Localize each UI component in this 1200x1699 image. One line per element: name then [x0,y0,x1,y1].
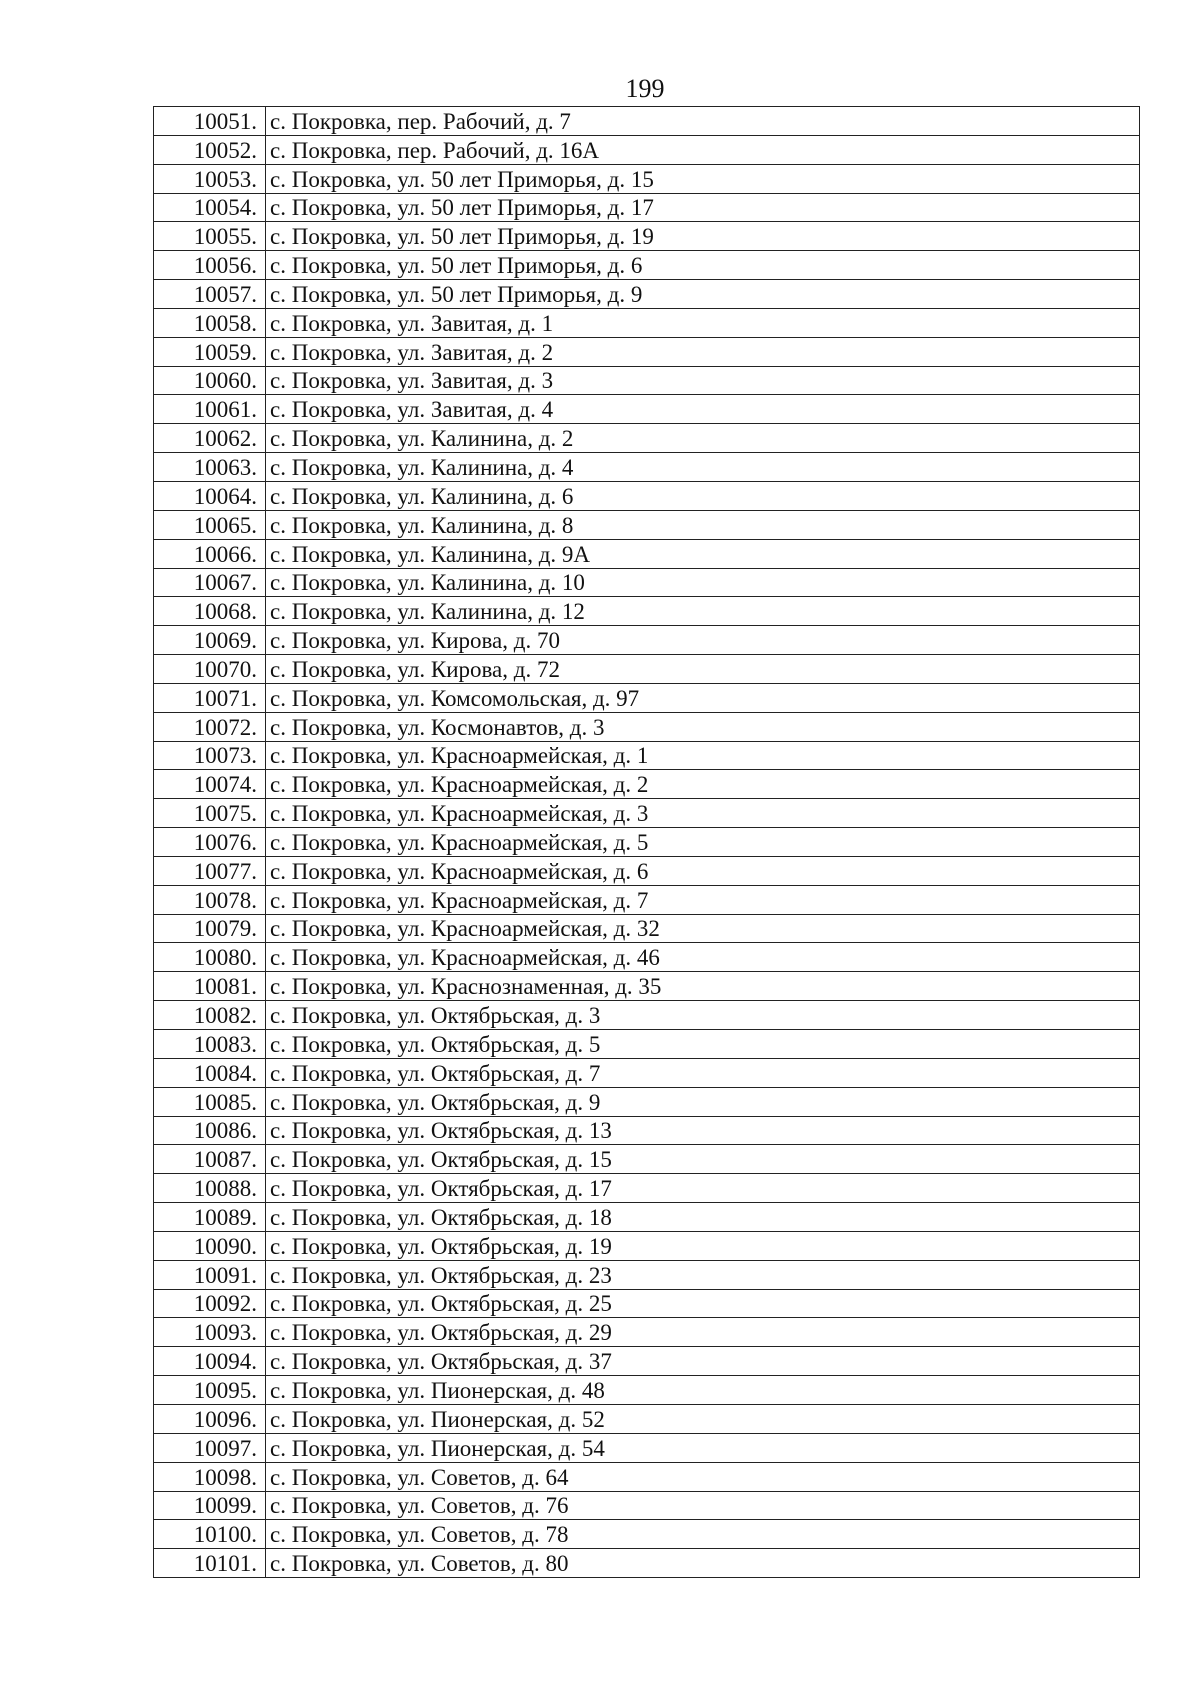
row-address: с. Покровка, ул. Октябрьская, д. 19 [266,1231,1140,1260]
table-row [154,1462,1140,1491]
row-number: 10085. [154,1087,266,1116]
row-number: 10093. [154,1318,266,1347]
table-row [154,1087,1140,1116]
row-address: с. Покровка, ул. Октябрьская, д. 25 [266,1289,1140,1318]
table-row [154,943,1140,972]
row-number: 10088. [154,1174,266,1203]
table-row [154,337,1140,366]
row-address: с. Покровка, ул. Калинина, д. 12 [266,597,1140,626]
table-row [154,1289,1140,1318]
table-row [154,741,1140,770]
row-address: с. Покровка, ул. Завитая, д. 1 [266,308,1140,337]
table-row [154,1491,1140,1520]
row-number: 10072. [154,712,266,741]
row-address: с. Покровка, ул. Октябрьская, д. 17 [266,1174,1140,1203]
table-row [154,828,1140,857]
table-row [154,222,1140,251]
row-address: с. Покровка, ул. Калинина, д. 2 [266,424,1140,453]
row-number: 10082. [154,1001,266,1030]
row-number: 10084. [154,1058,266,1087]
row-address: с. Покровка, ул. Калинина, д. 6 [266,481,1140,510]
table-row [154,1433,1140,1462]
row-number: 10081. [154,972,266,1001]
row-address: с. Покровка, ул. Кирова, д. 72 [266,655,1140,684]
table-row [154,655,1140,684]
row-address: с. Покровка, ул. Краснознаменная, д. 35 [266,972,1140,1001]
row-number: 10068. [154,597,266,626]
row-address: с. Покровка, ул. Октябрьская, д. 37 [266,1347,1140,1376]
row-number: 10064. [154,481,266,510]
row-address: с. Покровка, ул. Кирова, д. 70 [266,626,1140,655]
row-number: 10062. [154,424,266,453]
table-row [154,770,1140,799]
table-row [154,799,1140,828]
row-number: 10065. [154,510,266,539]
table-row [154,1520,1140,1549]
row-number: 10097. [154,1433,266,1462]
row-address: с. Покровка, ул. Красноармейская, д. 3 [266,799,1140,828]
row-address: с. Покровка, ул. Красноармейская, д. 32 [266,914,1140,943]
row-number: 10066. [154,539,266,568]
row-number: 10079. [154,914,266,943]
row-number: 10090. [154,1231,266,1260]
table-row [154,1318,1140,1347]
row-number: 10063. [154,453,266,482]
row-address: с. Покровка, ул. 50 лет Приморья, д. 15 [266,164,1140,193]
row-number: 10089. [154,1203,266,1232]
row-number: 10058. [154,308,266,337]
table-row [154,914,1140,943]
row-number: 10077. [154,856,266,885]
table-row [154,597,1140,626]
table-row [154,856,1140,885]
row-address: с. Покровка, ул. Завитая, д. 3 [266,366,1140,395]
row-number: 10087. [154,1145,266,1174]
table-row [154,1058,1140,1087]
row-number: 10067. [154,568,266,597]
row-address: с. Покровка, ул. Октябрьская, д. 13 [266,1116,1140,1145]
address-table-body [154,107,1140,1578]
row-number: 10095. [154,1376,266,1405]
row-number: 10056. [154,251,266,280]
table-row [154,712,1140,741]
row-address: с. Покровка, ул. Пионерская, д. 48 [266,1376,1140,1405]
table-row [154,481,1140,510]
table-row [154,1549,1140,1578]
row-address: с. Покровка, ул. Октябрьская, д. 5 [266,1030,1140,1059]
table-row [154,164,1140,193]
row-address: с. Покровка, ул. Калинина, д. 10 [266,568,1140,597]
row-address: с. Покровка, ул. Советов, д. 76 [266,1491,1140,1520]
row-address: с. Покровка, пер. Рабочий, д. 16А [266,135,1140,164]
row-number: 10070. [154,655,266,684]
row-number: 10061. [154,395,266,424]
row-number: 10092. [154,1289,266,1318]
address-table [153,106,1140,1578]
table-row [154,424,1140,453]
row-number: 10075. [154,799,266,828]
row-address: с. Покровка, ул. Калинина, д. 8 [266,510,1140,539]
table-row [154,1404,1140,1433]
table-row [154,395,1140,424]
table-row [154,683,1140,712]
row-number: 10053. [154,164,266,193]
table-row [154,885,1140,914]
table-row [154,1203,1140,1232]
row-address: с. Покровка, ул. Октябрьская, д. 9 [266,1087,1140,1116]
page-number: 199 [625,74,665,103]
row-number: 10078. [154,885,266,914]
table-row [154,366,1140,395]
table-row [154,107,1140,136]
row-address: с. Покровка, ул. Октябрьская, д. 23 [266,1260,1140,1289]
row-number: 10054. [154,193,266,222]
row-number: 10069. [154,626,266,655]
row-address: с. Покровка, ул. Красноармейская, д. 5 [266,828,1140,857]
row-address: с. Покровка, ул. Красноармейская, д. 6 [266,856,1140,885]
table-row [154,510,1140,539]
row-address: с. Покровка, ул. Октябрьская, д. 18 [266,1203,1140,1232]
table-row [154,1376,1140,1405]
row-number: 10076. [154,828,266,857]
row-number: 10083. [154,1030,266,1059]
row-address: с. Покровка, ул. Советов, д. 64 [266,1462,1140,1491]
row-address: с. Покровка, ул. Красноармейская, д. 2 [266,770,1140,799]
row-address: с. Покровка, ул. Советов, д. 80 [266,1549,1140,1578]
row-address: с. Покровка, ул. Пионерская, д. 52 [266,1404,1140,1433]
table-row [154,1030,1140,1059]
row-address: с. Покровка, пер. Рабочий, д. 7 [266,107,1140,136]
table-row [154,308,1140,337]
row-address: с. Покровка, ул. Калинина, д. 4 [266,453,1140,482]
row-address: с. Покровка, ул. Пионерская, д. 54 [266,1433,1140,1462]
row-number: 10099. [154,1491,266,1520]
row-address: с. Покровка, ул. Красноармейская, д. 7 [266,885,1140,914]
row-address: с. Покровка, ул. 50 лет Приморья, д. 17 [266,193,1140,222]
row-number: 10071. [154,683,266,712]
row-number: 10086. [154,1116,266,1145]
row-address: с. Покровка, ул. Красноармейская, д. 1 [266,741,1140,770]
row-address: с. Покровка, ул. Завитая, д. 4 [266,395,1140,424]
row-address: с. Покровка, ул. Завитая, д. 2 [266,337,1140,366]
table-row [154,453,1140,482]
row-address: с. Покровка, ул. 50 лет Приморья, д. 19 [266,222,1140,251]
table-row [154,539,1140,568]
row-number: 10059. [154,337,266,366]
row-number: 10080. [154,943,266,972]
row-number: 10101. [154,1549,266,1578]
row-number: 10098. [154,1462,266,1491]
row-address: с. Покровка, ул. Калинина, д. 9А [266,539,1140,568]
row-address: с. Покровка, ул. Комсомольская, д. 97 [266,683,1140,712]
row-address: с. Покровка, ул. 50 лет Приморья, д. 9 [266,280,1140,309]
row-number: 10055. [154,222,266,251]
table-row [154,626,1140,655]
row-address: с. Покровка, ул. Красноармейская, д. 46 [266,943,1140,972]
row-number: 10051. [154,107,266,136]
row-address: с. Покровка, ул. Советов, д. 78 [266,1520,1140,1549]
row-number: 10094. [154,1347,266,1376]
table-row [154,568,1140,597]
row-address: с. Покровка, ул. Октябрьская, д. 15 [266,1145,1140,1174]
row-number: 10073. [154,741,266,770]
table-row [154,1001,1140,1030]
table-row [154,193,1140,222]
row-number: 10060. [154,366,266,395]
row-number: 10100. [154,1520,266,1549]
row-number: 10052. [154,135,266,164]
row-number: 10096. [154,1404,266,1433]
row-number: 10074. [154,770,266,799]
table-row [154,1145,1140,1174]
table-row [154,1116,1140,1145]
table-row [154,280,1140,309]
row-address: с. Покровка, ул. 50 лет Приморья, д. 6 [266,251,1140,280]
table-row [154,135,1140,164]
row-number: 10057. [154,280,266,309]
table-row [154,1231,1140,1260]
row-address: с. Покровка, ул. Октябрьская, д. 7 [266,1058,1140,1087]
row-address: с. Покровка, ул. Октябрьская, д. 3 [266,1001,1140,1030]
table-row [154,972,1140,1001]
row-number: 10091. [154,1260,266,1289]
table-row [154,251,1140,280]
table-row [154,1174,1140,1203]
table-row [154,1260,1140,1289]
table-row [154,1347,1140,1376]
row-address: с. Покровка, ул. Октябрьская, д. 29 [266,1318,1140,1347]
row-address: с. Покровка, ул. Космонавтов, д. 3 [266,712,1140,741]
